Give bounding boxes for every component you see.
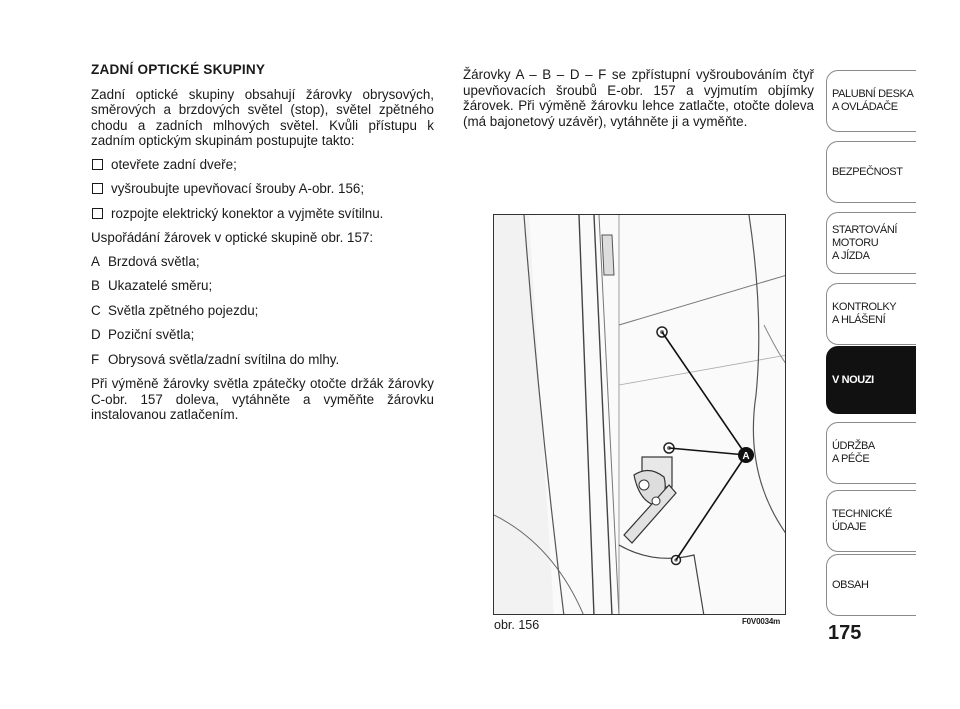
bulb-item	[91, 352, 434, 368]
step-text: otevřete zadní dveře;	[111, 156, 237, 172]
bulb-text: Poziční světla;	[108, 327, 195, 342]
bulb-item	[91, 303, 434, 319]
tab-palubni-deska[interactable]: PALUBNÍ DESKA A OVLÁDAČE	[826, 70, 916, 132]
checkbox-bullet-icon	[92, 208, 103, 219]
tab-obsah[interactable]: OBSAH	[826, 554, 916, 616]
page-number: 175	[828, 622, 862, 644]
bulb-letter: C	[91, 302, 101, 318]
bulb-text: Světla zpětného pojezdu;	[108, 302, 259, 318]
checkbox-bullet-icon	[92, 183, 103, 194]
figure-156	[493, 214, 786, 615]
left-column	[91, 62, 434, 431]
bulb-text: Ukazatelé směru;	[108, 278, 213, 293]
tab-kontrolky[interactable]: KONTROLKY A HLÁŠENÍ	[826, 283, 916, 345]
step-item	[91, 181, 434, 197]
right-paragraph: Žárovky A – B – D – F se zpřístupní vyšroubováním čtyř upevňovacích šroubů E-obr. 157 a vyjmutím objímky žárovek. Při výměně žárovku lehce zatlačte, otočte doleva (má bajonetový uzávěr), vytáhněte ji a vyměňte.	[463, 67, 814, 129]
bulb-text: Brzdová světla;	[108, 253, 200, 269]
bulb-item	[91, 278, 434, 294]
callout-label: A	[742, 451, 750, 462]
figure-code: F0V0034m	[742, 617, 780, 626]
checkbox-bullet-icon	[92, 159, 103, 170]
right-column	[463, 67, 814, 129]
layout-intro: Uspořádání žárovek v optické skupině obr. 157:	[91, 230, 374, 245]
figure-caption: obr. 156	[494, 618, 540, 632]
tab-startovani[interactable]: STARTOVÁNÍ MOTORU A JÍZDA	[826, 212, 916, 274]
intro-paragraph: Zadní optické skupiny obsahují žárovky obrysových, směrových a brzdových světel (stop), světel zpětného chodu a zadních mlhových světel. Kvůli přístupu k zadním optickým skupinám postupujte takto:	[91, 86, 434, 148]
tab-v-nouzi[interactable]: V NOUZI	[826, 346, 916, 414]
bulb-letter: B	[91, 278, 100, 293]
tab-udrzba[interactable]: ÚDRŽBA A PÉČE	[826, 422, 916, 484]
step-item	[91, 157, 434, 173]
bulb-item	[91, 327, 434, 343]
step-item	[91, 206, 434, 222]
bulb-text: Obrysová světla/zadní svítilna do mlhy.	[108, 351, 340, 367]
tab-technicke-udaje[interactable]: TECHNICKÉ ÚDAJE	[826, 490, 916, 552]
step-text: vyšroubujte upevňovací šrouby A-obr. 156;	[111, 181, 365, 196]
section-heading: ZADNÍ OPTICKÉ SKUPINY	[91, 62, 266, 77]
bulb-letter: A	[91, 253, 100, 269]
lamp-screws-illustration	[494, 215, 786, 615]
tab-bezpecnost[interactable]: BEZPEČNOST	[826, 141, 916, 203]
bulb-letter: D	[91, 327, 101, 342]
step-text: rozpojte elektrický konektor a vyjměte svítilnu.	[111, 205, 384, 221]
reverse-note: Při výměně žárovky světla zpátečky otočte držák žárovky C-obr. 157 doleva, vytáhněte a vyměňte žárovku instalovanou zatlačením.	[91, 376, 434, 422]
bulb-item	[91, 254, 434, 270]
bulb-letter: F	[91, 351, 100, 367]
